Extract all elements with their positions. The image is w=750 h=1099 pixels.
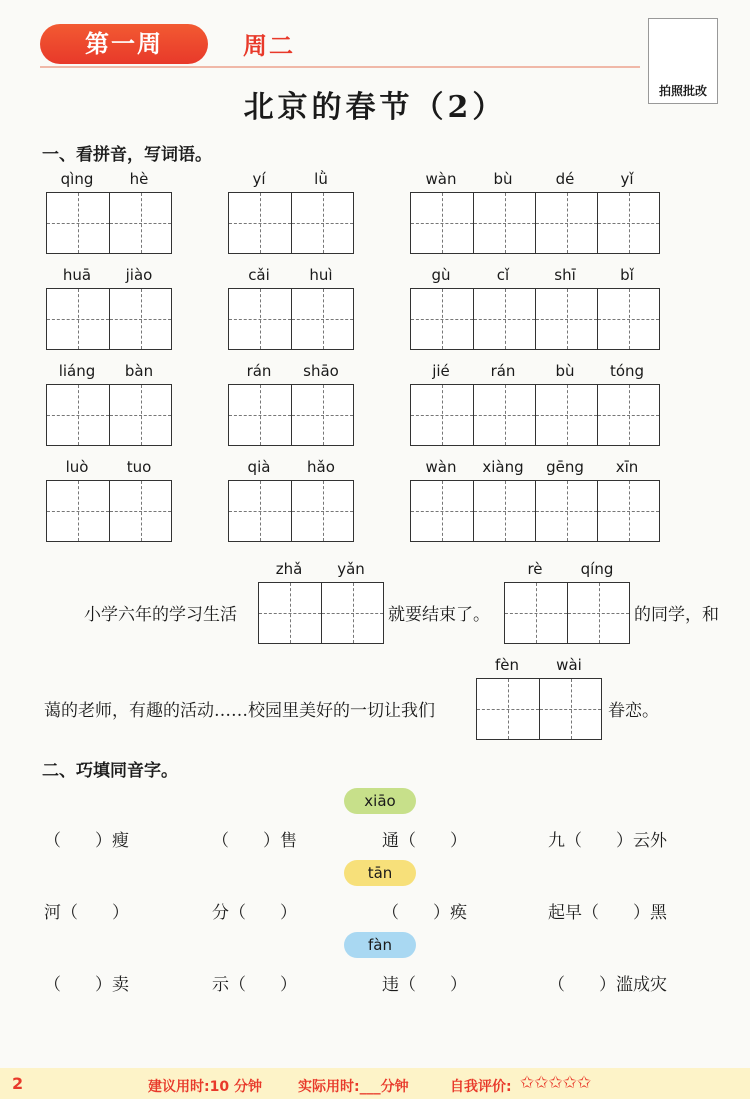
pinyin-label: rán [490,362,516,380]
fill-item[interactable]: （ ）售 [212,831,297,851]
writing-cell[interactable] [259,583,321,643]
pinyin-label: xīn [615,458,639,476]
sentence-part-5: 眷恋。 [608,701,659,721]
fill-item[interactable]: （ ）卖 [44,975,129,995]
writing-cell[interactable] [109,193,171,253]
pinyin-label: wàn [425,458,457,476]
pinyin-label: shāo [303,362,339,380]
writing-cell[interactable] [505,583,567,643]
pinyin-label: bàn [124,362,154,380]
pinyin-label: qìng [60,170,94,188]
pinyin-label: lǜ [314,170,328,188]
fill-item[interactable]: 河（ ） [44,903,129,923]
fill-item[interactable]: 示（ ） [212,975,297,995]
writing-cell[interactable] [47,385,109,445]
pinyin-label: tóng [609,362,645,380]
pinyin-label: fèn [494,656,520,674]
writing-cell[interactable] [321,583,383,643]
stamp-label: 拍照批改 [658,84,707,98]
writing-cell[interactable] [535,193,597,253]
pinyin-label: bù [555,362,575,380]
word-group [228,266,354,350]
section-1-heading: 一、看拼音，写词语。 [42,145,212,165]
pinyin-pill: xiāo [344,788,416,814]
pinyin-label: dé [555,170,575,188]
pinyin-label: yǐ [620,170,634,188]
sentence-box-c [476,656,602,740]
pinyin-label: jié [432,362,450,380]
pinyin-label: tuo [126,458,152,476]
sentence-part-3: 的同学，和 [634,605,719,625]
word-group [46,362,172,446]
page-title: 北京的春节（2） [243,90,507,125]
pinyin-label: bù [493,170,513,188]
pinyin-label: zhǎ [275,560,303,578]
page-number: 2 [12,1074,24,1093]
pinyin-label: xiàng [482,458,524,476]
header-divider [40,66,640,68]
writing-cell[interactable] [535,289,597,349]
pinyin-label: liáng [58,362,96,380]
writing-cell[interactable] [535,481,597,541]
word-group [410,362,660,446]
writing-cell[interactable] [47,289,109,349]
writing-cell[interactable] [291,385,353,445]
pinyin-label: wàn [425,170,457,188]
fill-item[interactable]: （ ）滥成灾 [548,975,667,995]
self-evaluation: 自我评价: [450,1079,512,1095]
sentence-part-1: 小学六年的学习生活 [84,605,237,625]
writing-cell[interactable] [47,193,109,253]
writing-cell[interactable] [473,481,535,541]
pinyin-pill: fàn [344,932,416,958]
writing-cell[interactable] [597,385,659,445]
word-group [410,266,660,350]
sentence-box-a [258,560,384,644]
pinyin-label: qíng [580,560,614,578]
pinyin-label: hè [129,170,149,188]
word-group [228,170,354,254]
pinyin-label: yǎn [337,560,365,578]
pinyin-label: rè [527,560,543,578]
writing-cell[interactable] [597,193,659,253]
pinyin-label: huā [62,266,92,284]
writing-cell[interactable] [473,385,535,445]
fill-item[interactable]: （ ）痪 [382,903,467,923]
pinyin-label: shī [554,266,576,284]
rating-stars[interactable]: ✩✩✩✩✩ [520,1073,592,1093]
writing-cell[interactable] [229,481,291,541]
fill-item[interactable]: 违（ ） [382,975,467,995]
section-2-heading: 二、巧填同音字。 [42,761,178,781]
day-label: 周二 [243,32,295,60]
pinyin-label: luò [65,458,89,476]
fill-item[interactable]: （ ）瘦 [44,831,129,851]
pinyin-pill: tān [344,860,416,886]
writing-cell[interactable] [539,679,601,739]
sentence-box-b [504,560,630,644]
writing-cell[interactable] [291,481,353,541]
pinyin-label: yí [252,170,266,188]
suggested-time: 建议用时:10 分钟 [148,1079,262,1095]
writing-cell[interactable] [597,289,659,349]
writing-cell[interactable] [229,193,291,253]
pinyin-label: huì [309,266,333,284]
writing-cell[interactable] [567,583,629,643]
writing-cell[interactable] [473,193,535,253]
writing-cell[interactable] [291,289,353,349]
word-group [46,266,172,350]
pinyin-label: bǐ [620,266,634,284]
pinyin-label: wài [556,656,582,674]
fill-item[interactable]: 九（ ）云外 [548,831,667,851]
sentence-part-4: 蔼的老师，有趣的活动……校园里美好的一切让我们 [44,701,435,721]
pinyin-label: gēng [546,458,584,476]
writing-cell[interactable] [109,481,171,541]
sentence-part-2: 就要结束了。 [388,605,490,625]
pinyin-label: rán [246,362,272,380]
writing-cell[interactable] [109,289,171,349]
writing-cell[interactable] [477,679,539,739]
word-group [46,458,172,542]
writing-cell[interactable] [597,481,659,541]
word-group [410,170,660,254]
word-group [410,458,660,542]
pinyin-label: hǎo [307,458,335,476]
writing-cell[interactable] [411,193,473,253]
writing-cell[interactable] [47,481,109,541]
writing-cell[interactable] [109,385,171,445]
actual-time: 实际用时:___分钟 [298,1079,409,1095]
fill-item[interactable]: 起早（ ）黑 [548,903,667,923]
pinyin-label: jiào [125,266,153,284]
writing-cell[interactable] [291,193,353,253]
writing-cell[interactable] [411,289,473,349]
week-tab: 第一周 [40,24,208,64]
pinyin-label: gù [431,266,451,284]
writing-cell[interactable] [473,289,535,349]
word-group [228,362,354,446]
fill-item[interactable]: 通（ ） [382,831,467,851]
writing-cell[interactable] [411,481,473,541]
pinyin-label: qià [247,458,271,476]
fill-item[interactable]: 分（ ） [212,903,297,923]
word-group [228,458,354,542]
word-group [46,170,172,254]
pinyin-label: cǎi [248,266,270,284]
writing-cell[interactable] [535,385,597,445]
writing-cell[interactable] [229,289,291,349]
pinyin-label: cǐ [496,266,510,284]
writing-cell[interactable] [411,385,473,445]
writing-cell[interactable] [229,385,291,445]
